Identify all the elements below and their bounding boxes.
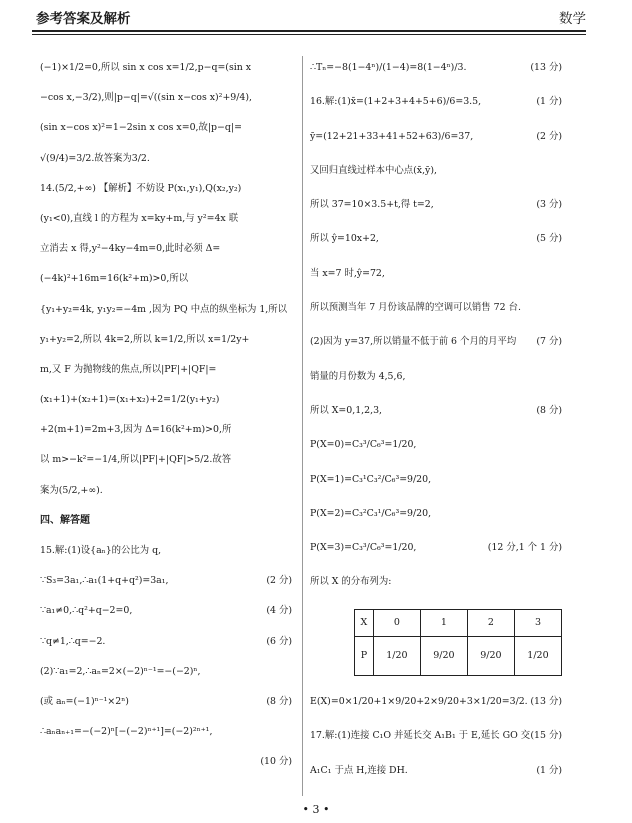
right-column-lines xyxy=(310,60,562,590)
text-line xyxy=(40,60,292,76)
text-line xyxy=(310,403,562,419)
line-text: P(X=2)=C₃²C₃¹/C₆³=9/20, xyxy=(310,507,432,519)
line-text: P(X=0)=C₃³/C₆³=1/20, xyxy=(310,439,417,451)
line-text: (或 aₙ=(−1)ⁿ⁻¹×2ⁿ) xyxy=(40,695,129,707)
text-line xyxy=(310,197,562,213)
line-text: −cos x,−3/2),则|p−q|=√((sin x−cos x)²+9/4), xyxy=(40,92,253,104)
text-line xyxy=(40,573,292,589)
score-label: (1 分) xyxy=(536,764,562,776)
line-text: ∵a₁≠0,∴q²+q−2=0, xyxy=(40,605,133,617)
text-line xyxy=(310,163,562,179)
score-label: (12 分,1 个 1 分) xyxy=(487,542,562,554)
score-label: (13 分) xyxy=(530,696,562,708)
text-line xyxy=(310,437,562,453)
text-line xyxy=(40,664,292,680)
text-line xyxy=(310,129,562,145)
score-label: (8 分) xyxy=(266,695,292,707)
text-line xyxy=(40,724,292,740)
text-line xyxy=(310,763,562,779)
line-text: 销量的月份数为 4,5,6, xyxy=(310,370,406,382)
score-label: (15 分) xyxy=(530,730,562,742)
score-label: (1 分) xyxy=(536,96,562,108)
line-text: 所以 X 的分布列为: xyxy=(310,576,392,588)
line-text: 15.解:(1)设{aₙ}的公比为 q, xyxy=(40,545,162,556)
text-line xyxy=(40,452,292,468)
text-line xyxy=(40,271,292,287)
text-line xyxy=(40,634,292,650)
line-text: 17.解:(1)连接 C₁O 并延长交 A₁B₁ 于 E,延长 GO 交 xyxy=(310,730,531,742)
header-subject: 数学 xyxy=(559,11,586,27)
score-label: (3 分) xyxy=(536,199,562,211)
line-text: +2(m+1)=2m+3,因为 Δ=16(k²+m)>0,所 xyxy=(40,424,232,436)
text-line xyxy=(310,334,562,350)
text-line xyxy=(40,211,292,227)
table-cell: 2 xyxy=(467,609,514,636)
table-row-x xyxy=(355,609,562,636)
score-label: (13 分) xyxy=(530,62,562,73)
text-line xyxy=(310,472,562,488)
line-text: (x₁+1)+(x₂+1)=(x₁+x₂)+2=1/2(y₁+y₂) xyxy=(40,394,220,406)
text-line xyxy=(40,603,292,619)
line-text: 以 m>−k²=−1/4,所以|PF|+|QF|>5/2.故答 xyxy=(40,454,232,466)
text-line xyxy=(310,728,562,744)
table-cell: 1/20 xyxy=(373,636,420,675)
score-label: (8 分) xyxy=(536,404,562,416)
line-text: √(9/4)=3/2.故答案为3/2. xyxy=(40,152,150,164)
page-number: • 3 • xyxy=(302,803,330,816)
header-rule xyxy=(32,30,586,32)
line-text: m,又 F 为抛物线的焦点,所以|PF|+|QF|= xyxy=(40,363,217,375)
text-line xyxy=(310,300,562,316)
header-title: 参考答案及解析 xyxy=(36,11,131,27)
text-line xyxy=(40,543,292,559)
text-line xyxy=(310,60,562,76)
table-cell: 9/20 xyxy=(420,636,467,675)
score-label: (2 分) xyxy=(536,130,562,142)
score-label: (6 分) xyxy=(266,635,292,647)
line-text: 所以 37=10×3.5+t,得 t=2, xyxy=(310,199,434,211)
text-line xyxy=(40,362,292,378)
score-label: (5 分) xyxy=(536,233,562,245)
table-cell: X xyxy=(355,609,374,636)
text-line xyxy=(40,181,292,197)
section-heading: 四、解答题 xyxy=(40,514,90,526)
line-text: ∵S₃=3a₁,∴a₁(1+q+q²)=3a₁, xyxy=(40,575,169,587)
line-text: ∴aₙaₙ₊₁=−(−2)ⁿ[−(−2)ⁿ⁺¹]=(−2)²ⁿ⁺¹, xyxy=(40,726,213,738)
line-text: E(X)=0×1/20+1×9/20+2×9/20+3×1/20=3/2. xyxy=(310,696,528,708)
text-line xyxy=(310,574,562,590)
text-line xyxy=(40,120,292,136)
right-column-lines-after xyxy=(310,694,562,779)
text-line xyxy=(310,369,562,385)
line-text: 所以 ŷ=10x+2, xyxy=(310,233,379,245)
right-column xyxy=(310,60,562,797)
line-text: P(X=1)=C₃¹C₃²/C₆³=9/20, xyxy=(310,473,432,485)
text-line xyxy=(40,241,292,257)
text-line xyxy=(40,513,292,529)
table-row-p xyxy=(355,636,562,675)
text-line xyxy=(40,90,292,106)
text-line xyxy=(40,422,292,438)
line-text: ȳ=(12+21+33+41+52+63)/6=37, xyxy=(310,130,474,142)
header-rule-thin xyxy=(32,34,586,35)
line-text: (2)因为 y=37,所以销量不低于前 6 个月的月平均 xyxy=(310,336,517,348)
line-text: P(X=3)=C₃³/C₆³=1/20, xyxy=(310,542,417,554)
line-text: (2)∵a₁=2,∴aₙ=2×(−2)ⁿ⁻¹=−(−2)ⁿ, xyxy=(40,665,201,677)
line-text: (sin x−cos x)²=1−2sin x cos x=0,故|p−q|= xyxy=(40,122,242,134)
table-cell: 0 xyxy=(373,609,420,636)
table-cell: 3 xyxy=(514,609,561,636)
line-text: 当 x=7 时,ŷ=72, xyxy=(310,267,385,279)
score-label: (10 分) xyxy=(260,756,292,768)
text-line xyxy=(310,94,562,110)
text-line xyxy=(310,266,562,282)
table-cell: 1/20 xyxy=(514,636,561,675)
table-cell: P xyxy=(355,636,374,675)
text-line xyxy=(40,302,292,318)
table-cell: 1 xyxy=(420,609,467,636)
line-text: {y₁+y₂=4k, y₁y₂=−4m ,因为 PQ 中点的纵坐标为 1,所以 xyxy=(40,303,288,315)
table-cell: 9/20 xyxy=(467,636,514,675)
text-line xyxy=(40,392,292,408)
left-column xyxy=(40,60,292,768)
line-text: 所以预测当年 7 月份该品牌的空调可以销售 72 台. xyxy=(310,302,521,314)
line-text: (−1)×1/2=0,所以 sin x cos x=1/2,p−q=(sin x xyxy=(40,62,252,73)
text-line xyxy=(310,506,562,522)
score-label: (4 分) xyxy=(266,605,292,617)
page-header xyxy=(32,6,586,28)
line-text: y₁+y₂=2,所以 4k=2,所以 k=1/2,所以 x=1/2y+ xyxy=(40,333,250,345)
line-text: 所以 X=0,1,2,3, xyxy=(310,404,383,416)
line-text: 立消去 x 得,y²−4ky−4m=0,此时必须 Δ= xyxy=(40,243,221,255)
text-line xyxy=(310,231,562,247)
line-text: (−4k)²+16m=16(k²+m)>0,所以 xyxy=(40,273,189,285)
line-text: A₁C₁ 于点 H,连接 DH. xyxy=(310,764,408,776)
distribution-table xyxy=(354,609,562,676)
line-text: 又回归直线过样本中心点(x̄,ȳ), xyxy=(310,164,437,176)
column-divider xyxy=(302,56,303,796)
line-text: ∴Tₙ=−8(1−4ⁿ)/(1−4)=8(1−4ⁿ)/3. xyxy=(310,62,467,73)
line-text: 案为(5/2,+∞). xyxy=(40,484,103,496)
text-line xyxy=(40,151,292,167)
score-label: (2 分) xyxy=(266,575,292,587)
text-line xyxy=(40,332,292,348)
score-label: (7 分) xyxy=(536,336,562,348)
text-line xyxy=(310,694,562,710)
line-text: (y₁<0),直线 l 的方程为 x=ky+m,与 y²=4x 联 xyxy=(40,212,239,224)
text-line xyxy=(310,540,562,556)
line-text: ∵q≠1,∴q=−2. xyxy=(40,635,106,647)
text-line xyxy=(40,694,292,710)
line-text: 16.解:(1)x̄=(1+2+3+4+5+6)/6=3.5, xyxy=(310,96,482,108)
text-line xyxy=(40,483,292,499)
line-text: 14.(5/2,+∞) 【解析】不妨设 P(x₁,y₁),Q(x₂,y₂) xyxy=(40,182,242,194)
